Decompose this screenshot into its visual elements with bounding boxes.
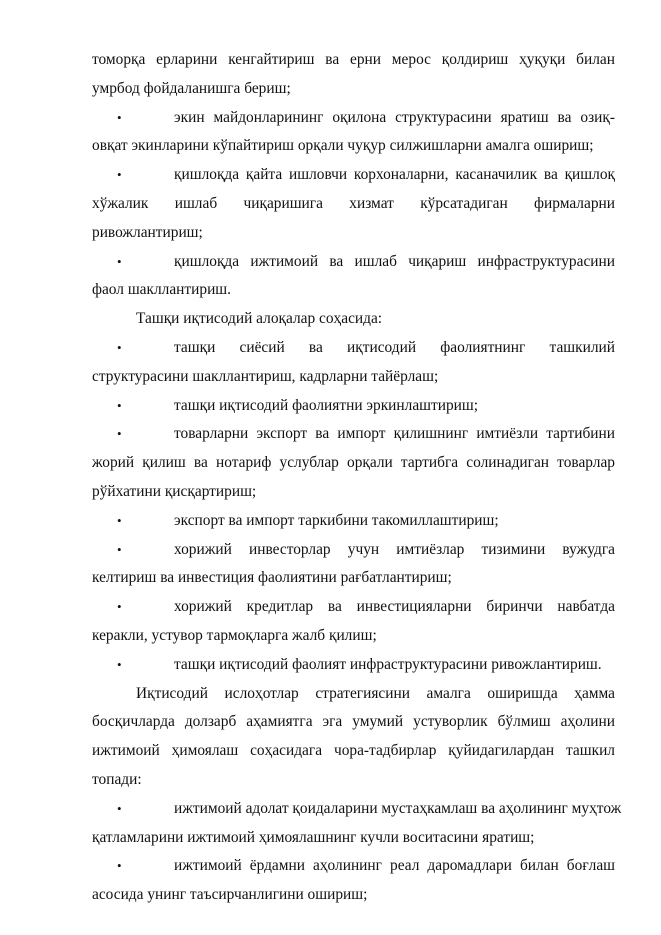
- list-item-text: қишлоқда ижтимоий ва ишлаб чиқариш инфраструктурасини: [174, 253, 615, 270]
- text-line: ижтимоий ҳимоялаш соҳасидага чора-тадбирлар қуйидагилардан ташкил: [92, 742, 615, 759]
- bullet-icon: •: [117, 599, 122, 614]
- list-item-text: экспорт ва импорт таркибини такомиллаштириш;: [174, 512, 499, 529]
- list-item-text: қишлоқда қайта ишловчи корхоналарни, касаначилик ва қишлоқ: [174, 166, 615, 183]
- bullet-icon: •: [117, 340, 122, 355]
- bullet-icon: •: [117, 801, 122, 816]
- text-line: топади:: [92, 771, 142, 788]
- text-line: асосида унинг таъсирчанлигини ошириш;: [92, 886, 368, 903]
- bullet-icon: •: [117, 513, 122, 528]
- list-item-text: хорижий кредитлар ва инвестицияларни биринчи навбатда: [174, 598, 615, 615]
- list-item-text: экин майдонларининг оқилона структурасини яратиш ва озиқ-: [174, 109, 615, 126]
- bullet-icon: •: [117, 657, 122, 672]
- text-line: томорқа ерларини кенгайтириш ва ерни мерос қолдириш ҳуқуқи билан: [92, 51, 615, 68]
- text-line: фаол шакллантириш.: [92, 281, 232, 298]
- bullet-icon: •: [117, 254, 122, 269]
- bullet-icon: •: [117, 167, 122, 182]
- list-item-text: ташқи сиёсий ва иқтисодий фаолиятнинг ташкилий: [174, 339, 615, 356]
- text-line: келтириш ва инвестиция фаолиятини рағбатлантириш;: [92, 569, 452, 586]
- text-line: овқат экинларини кўпайтириш орқали чуқур силжишларни амалга ошириш;: [92, 137, 594, 154]
- bullet-icon: •: [117, 110, 122, 125]
- list-item-text: ижтимоий ёрдамни аҳолининг реал даромадлари билан боғлаш: [174, 857, 615, 874]
- text-line: керакли, устувор тармоқларга жалб қилиш;: [92, 627, 377, 644]
- text-line: хўжалик ишлаб чиқаришига хизмат кўрсатадиган фирмаларни: [92, 195, 615, 212]
- paragraph-first-line: Иқтисодий ислоҳотлар стратегиясини амалга оширишда ҳамма: [136, 685, 615, 702]
- bullet-icon: •: [117, 398, 122, 413]
- list-item-text: ижтимоий адолат қоидаларини мустаҳкамлаш ва аҳолининг муҳтож: [174, 800, 622, 817]
- text-line: босқичларда долзарб аҳамиятга эга умумий устуворлик бўлмиш аҳолини: [92, 713, 615, 730]
- text-line: жорий қилиш ва нотариф услублар орқали тартибга солинадиган товарлар: [92, 454, 615, 471]
- text-line: умрбод фойдаланишга бериш;: [92, 80, 291, 97]
- text-line: қатламларини ижтимоий ҳимоялашнинг кучли воситасини яратиш;: [92, 829, 535, 846]
- bullet-icon: •: [117, 426, 122, 441]
- bullet-icon: •: [117, 858, 122, 873]
- list-item-text: хорижий инвесторлар учун имтиёзлар тизимини вужудга: [174, 541, 615, 558]
- text-line: рўйхатини қисқартириш;: [92, 483, 257, 500]
- list-item-text: ташқи иқтисодий фаолият инфраструктурасини ривожлантириш.: [174, 656, 602, 673]
- section-heading: Ташқи иқтисодий алоқалар соҳасида:: [136, 310, 383, 327]
- text-line: ривожлантириш;: [92, 224, 203, 241]
- list-item-text: товарларни экспорт ва импорт қилишнинг имтиёзли тартибини: [174, 425, 615, 442]
- text-line: структурасини шакллантириш, кадрларни тайёрлаш;: [92, 368, 439, 385]
- list-item-text: ташқи иқтисодий фаолиятни эркинлаштириш;: [174, 397, 479, 414]
- bullet-icon: •: [117, 542, 122, 557]
